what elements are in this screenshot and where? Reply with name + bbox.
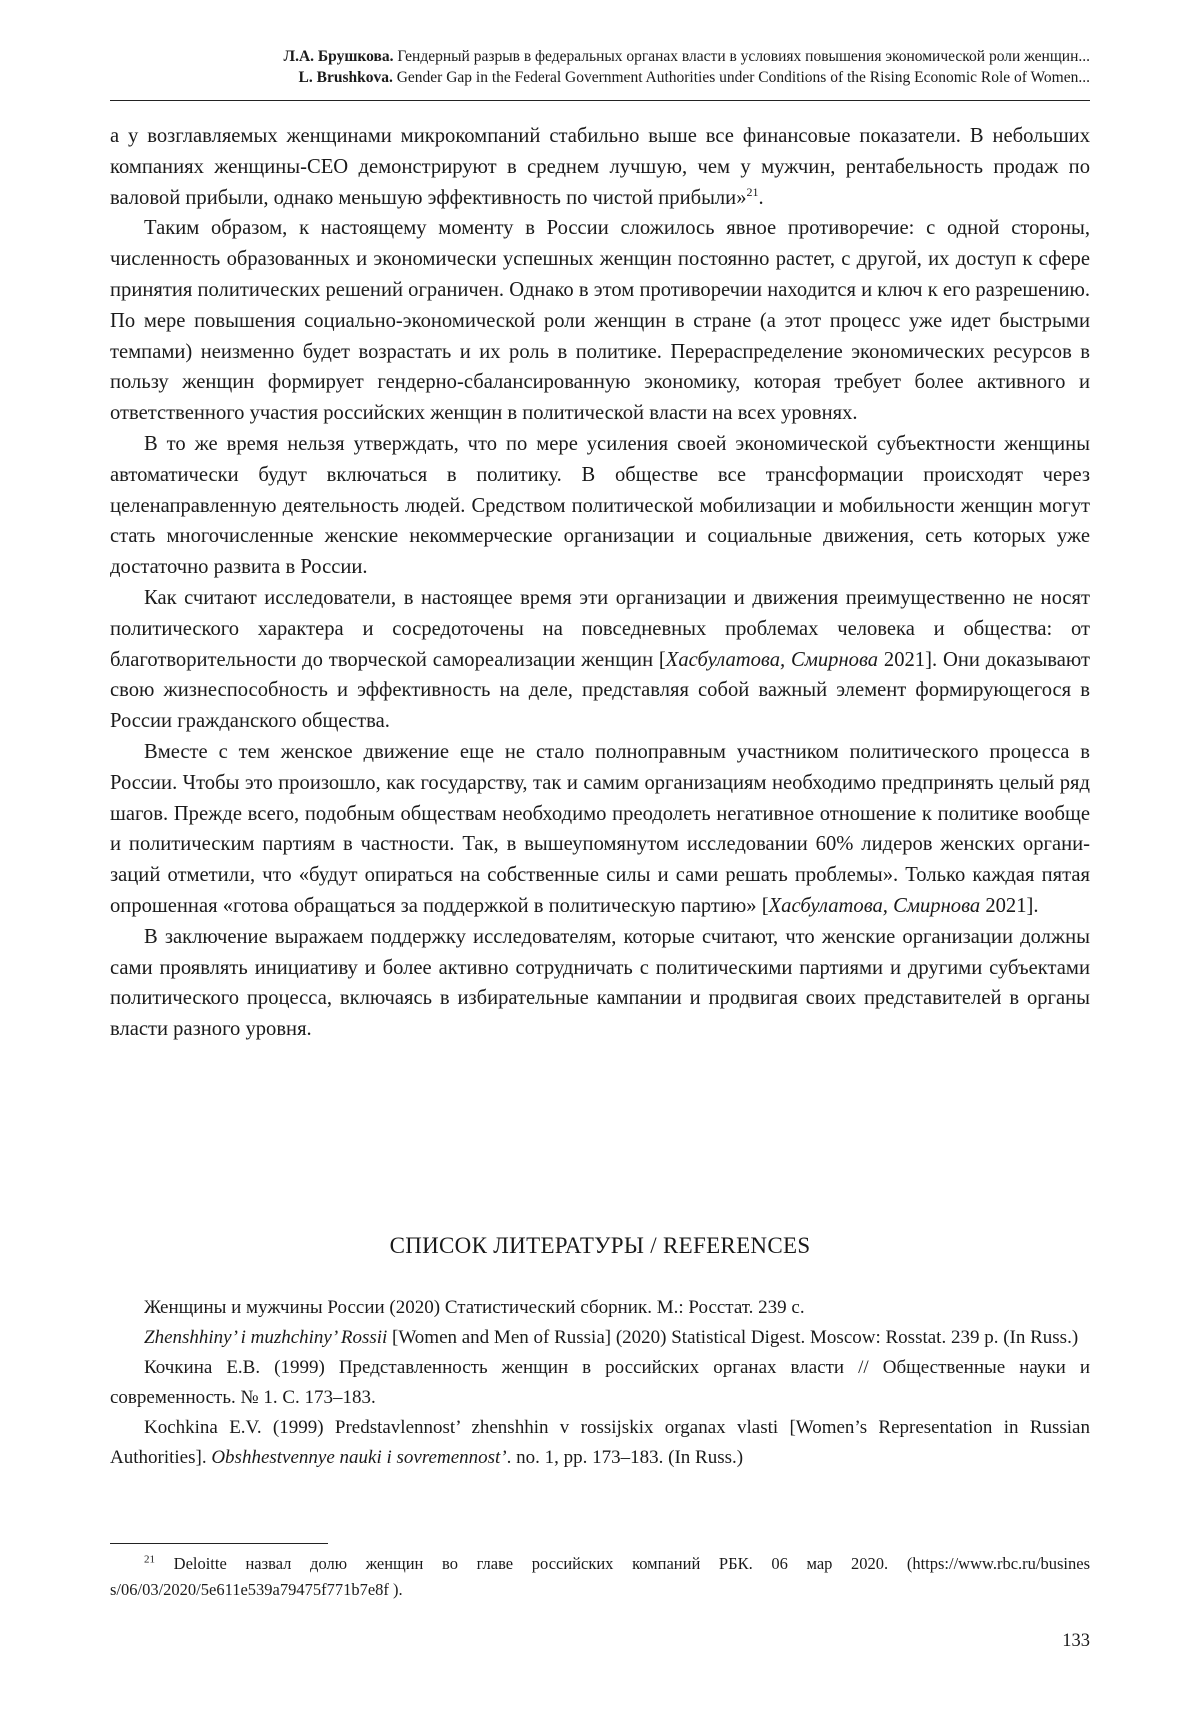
citation-authors: Хасбулатова, Смирнова (768, 894, 981, 917)
page-number: 133 (1062, 1631, 1090, 1651)
references-list (110, 1293, 1090, 1473)
citation-authors: Хасбулатова, Смирнова (665, 648, 879, 671)
article-body (110, 121, 1090, 1045)
header-author-en: L. Brushkova. (298, 69, 393, 86)
paragraph-4-text-a: Как считают исследователи, в настоящее время эти организации и движения преимущественно не носят политического характера и сосредоточены на повседневных проблемах человека и общества: от благотворительности до творческой самореализации женщин [ (110, 586, 1090, 671)
reference-item: Кочкина Е.В. (1999) Представленность женщин в российских органах власти // Общественные науки и современность. № 1. С. 173–183. (110, 1357, 1090, 1408)
reference-item: Женщины и мужчины России (2020) Статистический сборник. М.: Росстат. 239 с. (144, 1297, 805, 1318)
paragraph-5 (110, 737, 1090, 922)
reference-title-italic: Zhenshhiny’ i muzhchiny’ Rossii (144, 1327, 388, 1348)
footnote-21 (110, 1551, 1090, 1603)
running-header (110, 46, 1090, 88)
footnote-divider (110, 1543, 328, 1544)
reference-item (110, 1413, 1090, 1473)
footnote-ref-21[interactable]: 21 (746, 184, 759, 199)
reference-rest: . no. 1, pp. 173–183. (In Russ.) (506, 1447, 744, 1468)
paragraph-3: В то же время нельзя утверждать, что по мере усиления своей экономической субъектности женщины автоматически будут включаться в политику. В обществе все трансформации происходят через целенаправленную деятельность людей. Средством политической мобилизации и мобильности женщин могут стать многочисленные женские некоммерческие организации и социальные движения, сеть которых уже достаточно развита в России. (110, 432, 1090, 579)
reference-journal-italic: Obshhestvennye nauki i sovremennost’ (211, 1447, 507, 1468)
reference-rest: [Women and Men of Russia] (2020) Statistical Digest. Moscow: Rosstat. 239 p. (In Russ.) (387, 1327, 1079, 1348)
paragraph-4 (110, 583, 1090, 737)
paragraph-2: Таким образом, к настоящему моменту в России сложилось явное противоречие: с одной стороны, численность образованных и экономически успешных женщин постоянно растет, с другой, их доступ к сфере принятия политических решений ограничен. Однако в этом противоречии находится и ключ к его разрешению. По мере повышения социально-экономической роли женщин в стране (а этот процесс уже идет быстрыми темпами) неизменно будет возрастать и их роль в политике. Перераспределение экономических ресурсов в пользу женщин формирует гендерно-сбалансированную экономику, которая требует более активного и ответственного участия российских женщин в политической власти на всех уровнях. (110, 217, 1090, 425)
paragraph-4-text-b: 2021]. Они доказывают свою жизнеспособность и эффективность на деле, представляя собой важный элемент формирующегося в России гражданского общества. (110, 648, 1090, 733)
footnote-mark: 21 (144, 1553, 155, 1566)
footnote-text[interactable]: Deloitte назвал долю женщин во главе российских компаний РБК. 06 мар 2020. (https://www.rbc.ru/busines s/06/03/2020/5e611e539a79475f771b7e8f ). (110, 1554, 1090, 1599)
running-header-en (110, 67, 1090, 88)
running-header-ru (110, 46, 1090, 67)
header-divider (110, 100, 1090, 101)
header-author-ru: Л.А. Брушкова. (283, 48, 394, 65)
paragraph-5-text-a: Вместе с тем женское движение еще не стало полноправным участником политического процесса в России. Чтобы это произошло, как государству, так и самим организациям необходимо предпринять целый ряд шагов. Прежде всего, подобным обществам необходимо преодолеть негативное отношение к политике вообще и политическим партиям в частности. Так, в вышеупомянутом исследовании 60% лидеров женских организаций отметили, что «будут опираться на собственные силы и сами решать проблемы». Только каждая пятая опрошенная «готова обращаться за поддержкой в политическую партию» [ (110, 740, 1090, 917)
reference-item (110, 1323, 1090, 1353)
header-title-en: Gender Gap in the Federal Government Authorities under Conditions of the Rising Economic Role of Women... (396, 69, 1090, 86)
paragraph-1 (110, 121, 1090, 213)
references-heading: СПИСОК ЛИТЕРАТУРЫ / REFERENCES (389, 1233, 811, 1258)
paragraph-5-text-b: 2021]. (980, 894, 1039, 917)
paragraph-1-text: а у возглавляемых женщинами микрокомпаний стабильно выше все финансовые показатели. В небольших компаниях женщины-CEO демонстрируют в среднем лучшую, чем у мужчин, рентабельность продаж по валовой прибыли, однако меньшую эффективность по чистой прибыли» (110, 125, 1090, 209)
reference-rest: Kochkina E.V. (1999) Predstavlennost’ zhenshhin v rossijskix organax vlasti [Women’s Representation in Russian Authorities]. (110, 1417, 1090, 1468)
paragraph-6: В заключение выражаем поддержку исследователям, которые считают, что женские организации должны сами проявлять инициативу и более активно сотрудничать с политическими партиями и другими субъектами политического процесса, включаясь в избирательные кампании и продвигая своих представителей в органы власти разного уровня. (110, 925, 1090, 1041)
paragraph-1-end: . (758, 186, 764, 209)
header-title-ru: Гендерный разрыв в федеральных органах власти в условиях повышения экономической роли женщин... (397, 48, 1090, 65)
